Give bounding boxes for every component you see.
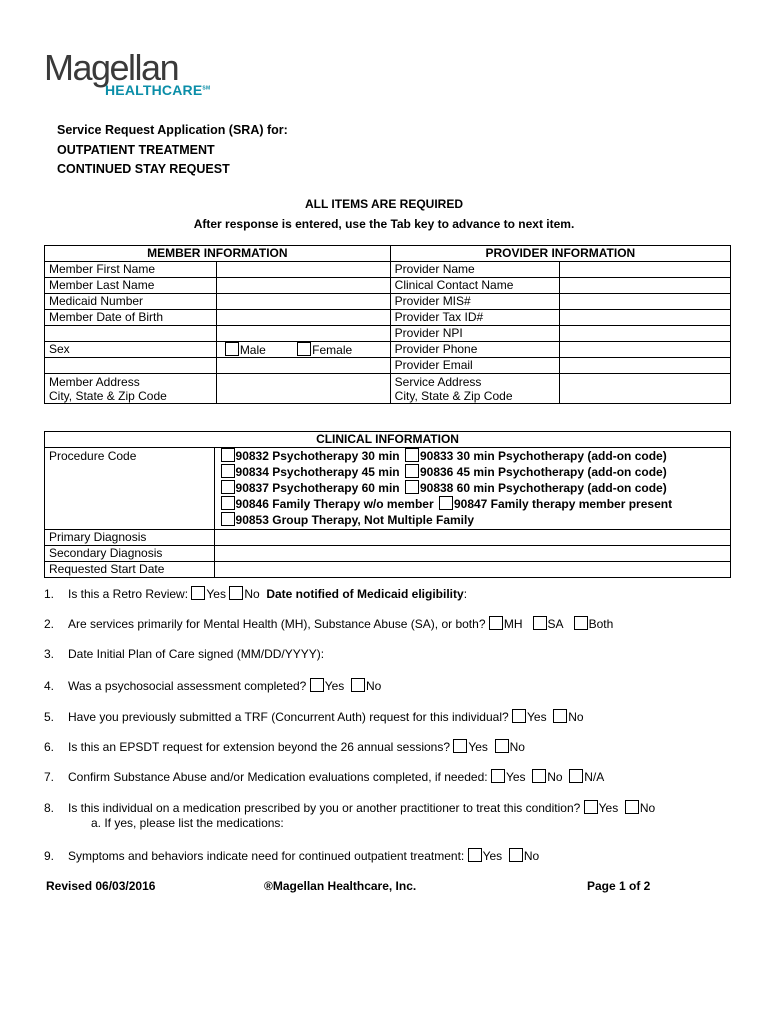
q2-sa-checkbox[interactable] — [533, 616, 547, 630]
q2-both-checkbox[interactable] — [574, 616, 588, 630]
option-label: No — [244, 587, 260, 601]
code-90846-checkbox[interactable] — [221, 496, 235, 510]
q6-yes-checkbox[interactable] — [453, 739, 467, 753]
member-first-name-label: Member First Name — [45, 262, 217, 278]
question-text: Are services primarily for Mental Health (MH), Substance Abuse (SA), or both? — [68, 617, 486, 631]
female-checkbox[interactable] — [297, 342, 311, 356]
code-90846-label: 90846 Family Therapy w/o member — [235, 497, 434, 511]
revised-date: Revised 06/03/2016 — [46, 879, 156, 893]
requested-start-date-field[interactable] — [214, 562, 730, 578]
option-label: No — [523, 849, 540, 863]
clinical-contact-label: Clinical Contact Name — [390, 278, 559, 294]
member-address-label — [45, 374, 217, 404]
option-label: Yes — [324, 679, 345, 693]
option-label: Yes — [527, 710, 547, 724]
primary-diagnosis-label: Primary Diagnosis — [45, 530, 215, 546]
question-number: 5. — [44, 710, 55, 724]
question-text: Date Initial Plan of Care signed (MM/DD/YYYY): — [68, 647, 325, 661]
option-label: Both — [588, 617, 614, 631]
q2-mh-checkbox[interactable] — [489, 616, 503, 630]
provider-phone-label: Provider Phone — [390, 342, 559, 358]
medicaid-number-label: Medicaid Number — [45, 294, 217, 310]
q8-no-checkbox[interactable] — [625, 800, 639, 814]
question-text: Is this individual on a medication prescribed by you or another practitioner to treat this condition? — [68, 801, 581, 815]
code-90834-checkbox[interactable] — [221, 464, 235, 478]
question-text: Is this a Retro Review: — [68, 587, 189, 601]
question-text: Is this an EPSDT request for extension beyond the 26 annual sessions? — [68, 740, 451, 754]
question-1 — [44, 586, 467, 601]
q5-no-checkbox[interactable] — [553, 709, 567, 723]
option-label: Yes — [482, 849, 503, 863]
option-label: Yes — [505, 770, 526, 784]
q7-na-checkbox[interactable] — [569, 769, 583, 783]
question-5 — [44, 709, 584, 724]
question-6 — [44, 739, 525, 754]
colon: : — [463, 587, 468, 601]
procedure-code-options — [214, 448, 730, 530]
question-number: 6. — [44, 740, 55, 754]
logo-healthcare: HEALTHCARE — [105, 82, 203, 98]
code-90847-checkbox[interactable] — [439, 496, 453, 510]
question-8a: a. If yes, please list the medications: — [91, 816, 284, 830]
question-text: Confirm Substance Abuse and/or Medication evaluations completed, if needed: — [68, 770, 488, 784]
code-90836-checkbox[interactable] — [405, 464, 419, 478]
code-90836-label: 90836 45 min Psychotherapy (add-on code) — [419, 465, 667, 479]
logo-service-mark: SM — [202, 85, 211, 92]
provider-tax-id-label: Provider Tax ID# — [390, 310, 559, 326]
logo-subtitle — [105, 82, 210, 98]
question-number: 8. — [44, 801, 55, 815]
q5-yes-checkbox[interactable] — [512, 709, 526, 723]
procedure-row — [221, 448, 730, 464]
page-number: Page 1 of 2 — [587, 879, 651, 893]
question-text: Symptoms and behaviors indicate need for continued outpatient treatment: — [68, 849, 465, 863]
blank-field-2 — [216, 358, 390, 374]
question-9 — [44, 848, 539, 863]
option-label: Yes — [468, 740, 488, 754]
option-label: Yes — [598, 801, 619, 815]
code-90837-label: 90837 Psychotherapy 60 min — [235, 481, 400, 495]
q8-yes-checkbox[interactable] — [584, 800, 598, 814]
provider-mis-field[interactable] — [559, 294, 730, 310]
member-address-line: Member Address — [49, 375, 140, 389]
provider-npi-field[interactable] — [559, 326, 730, 342]
male-label: Male — [239, 343, 266, 357]
clinical-info-table — [44, 431, 731, 578]
blank-label — [45, 326, 217, 342]
code-90832-label: 90832 Psychotherapy 30 min — [235, 449, 400, 463]
clinical-contact-field[interactable] — [559, 278, 730, 294]
copyright: ®Magellan Healthcare, Inc. — [264, 879, 417, 893]
tab-instruction: After response is entered, use the Tab key to advance to next item. — [193, 217, 575, 231]
logo-wordmark: Magellan — [44, 47, 179, 88]
title-line-3: CONTINUED STAY REQUEST — [57, 162, 230, 176]
option-label: No — [547, 770, 563, 784]
q4-yes-checkbox[interactable] — [310, 678, 324, 692]
member-info-header: MEMBER INFORMATION — [45, 246, 391, 262]
code-90833-checkbox[interactable] — [405, 448, 419, 462]
member-address-field[interactable] — [216, 374, 390, 404]
option-label: No — [568, 710, 584, 724]
medicaid-number-field[interactable] — [216, 294, 390, 310]
member-dob-field[interactable] — [216, 310, 390, 326]
provider-info-header: PROVIDER INFORMATION — [390, 246, 730, 262]
service-address-field[interactable] — [559, 374, 730, 404]
primary-diagnosis-field[interactable] — [214, 530, 730, 546]
option-label: MH — [503, 617, 523, 631]
service-address-line: Service Address — [394, 375, 482, 389]
female-label: Female — [312, 343, 353, 357]
code-90837-checkbox[interactable] — [221, 480, 235, 494]
question-7 — [44, 769, 604, 784]
code-90847-label: 90847 Family therapy member present — [453, 497, 673, 511]
procedure-row — [221, 464, 730, 480]
member-last-name-field[interactable] — [216, 278, 390, 294]
member-provider-table — [44, 245, 731, 404]
code-90833-label: 90833 30 min Psychotherapy (add-on code) — [419, 449, 667, 463]
code-90838-checkbox[interactable] — [405, 480, 419, 494]
provider-npi-label: Provider NPI — [390, 326, 559, 342]
option-label: Yes — [206, 587, 226, 601]
question-number: 4. — [44, 679, 55, 693]
q4-no-checkbox[interactable] — [351, 678, 365, 692]
question-text: Have you previously submitted a TRF (Concurrent Auth) request for this individual? — [68, 710, 509, 724]
provider-tax-id-field[interactable] — [559, 310, 730, 326]
question-3 — [44, 647, 324, 661]
provider-email-label: Provider Email — [390, 358, 559, 374]
q9-yes-checkbox[interactable] — [468, 848, 482, 862]
title-line-2: OUTPATIENT TREATMENT — [57, 142, 215, 157]
service-address-label — [390, 374, 559, 404]
secondary-diagnosis-field[interactable] — [214, 546, 730, 562]
code-90838-label: 90838 60 min Psychotherapy (add-on code) — [419, 481, 667, 495]
sex-label: Sex — [45, 342, 217, 358]
blank-label-2 — [45, 358, 217, 374]
procedure-row — [221, 480, 730, 496]
q7-no-checkbox[interactable] — [532, 769, 546, 783]
member-dob-label: Member Date of Birth — [45, 310, 217, 326]
requested-start-date-label: Requested Start Date — [45, 562, 215, 578]
question-number: 7. — [44, 770, 55, 784]
option-label: No — [365, 679, 382, 693]
provider-name-field[interactable] — [559, 262, 730, 278]
code-90853-label: 90853 Group Therapy, Not Multiple Family — [235, 513, 475, 527]
q1-no-checkbox[interactable] — [229, 586, 243, 600]
code-90834-label: 90834 Psychotherapy 45 min — [235, 465, 400, 479]
magellan-logo — [44, 47, 211, 98]
question-number: 3. — [44, 647, 55, 661]
member-last-name-label: Member Last Name — [45, 278, 217, 294]
option-label: No — [639, 801, 656, 815]
question-number: 1. — [44, 587, 55, 601]
medicaid-eligibility-label: Date notified of Medicaid eligibility — [266, 587, 464, 601]
question-number: 9. — [44, 849, 55, 863]
question-2 — [44, 616, 613, 631]
required-notice: ALL ITEMS ARE REQUIRED — [304, 197, 463, 211]
option-label: No — [509, 740, 525, 754]
question-8 — [44, 800, 655, 815]
blank-field — [216, 326, 390, 342]
procedure-row — [221, 512, 730, 528]
option-label: SA — [547, 617, 564, 631]
form-title — [57, 121, 288, 180]
question-text: Was a psychosocial assessment completed? — [68, 679, 307, 693]
question-4 — [44, 678, 381, 693]
service-city-line: City, State & Zip Code — [394, 389, 513, 403]
secondary-diagnosis-label: Secondary Diagnosis — [45, 546, 215, 562]
title-line-1: Service Request Application (SRA) for: — [57, 123, 288, 137]
member-city-line: City, State & Zip Code — [49, 389, 167, 403]
code-90832-checkbox[interactable] — [221, 448, 235, 462]
q6-no-checkbox[interactable] — [495, 739, 509, 753]
procedure-code-label: Procedure Code — [45, 448, 215, 530]
male-checkbox[interactable] — [225, 342, 239, 356]
provider-phone-field[interactable] — [559, 342, 730, 358]
procedure-row — [221, 496, 730, 512]
question-number: 2. — [44, 617, 55, 631]
provider-name-label: Provider Name — [390, 262, 559, 278]
q1-yes-checkbox[interactable] — [191, 586, 205, 600]
provider-email-field[interactable] — [559, 358, 730, 374]
q7-yes-checkbox[interactable] — [491, 769, 505, 783]
clinical-info-header: CLINICAL INFORMATION — [45, 432, 731, 448]
provider-mis-label: Provider MIS# — [390, 294, 559, 310]
code-90853-checkbox[interactable] — [221, 512, 235, 526]
option-label: N/A — [584, 770, 605, 784]
sex-options — [216, 342, 390, 358]
member-first-name-field[interactable] — [216, 262, 390, 278]
q9-no-checkbox[interactable] — [509, 848, 523, 862]
